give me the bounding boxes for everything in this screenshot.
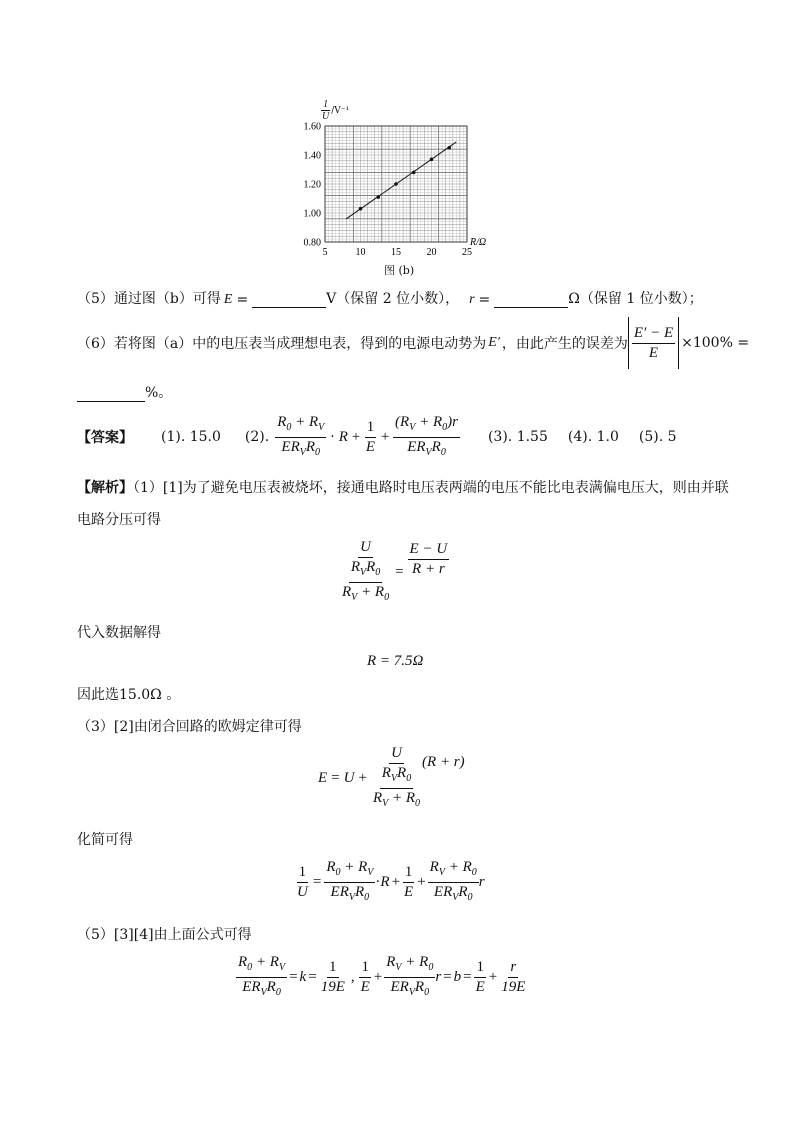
q6-text: （6）若将图（a）中的电压表当成理想电表，得到的电源电动势为 bbox=[77, 336, 487, 352]
q5-r: r bbox=[469, 292, 475, 307]
q6-abs-fraction bbox=[628, 317, 679, 369]
q6-frac-num: E′ − E bbox=[632, 324, 675, 344]
answer-4: (4). 1.0 bbox=[567, 429, 619, 445]
analysis-p5: 化简可得 bbox=[77, 832, 133, 848]
analysis-p1-text: （1）[1]为了避免电压表被烧坏，接通电路时电压表两端的电压不能比电表满偏电压大，则由并联 bbox=[133, 480, 729, 496]
equation-ohm: E = U + U $R_VR_0$ $R_V + R_0$ (R + r) bbox=[318, 744, 465, 809]
y-tick-label: 1.00 bbox=[303, 208, 321, 220]
equation-simplified: $\frac{1}{U}$ = $R_0 + R_V$ $ER_VR_0$ · R + $\frac{1}{E}$ + $R_V + R_0$ $ER_VR_0$ r bbox=[297, 858, 485, 903]
y-tick-label: 1.60 bbox=[303, 121, 321, 133]
analysis-p1b: 电路分压可得 bbox=[77, 512, 161, 528]
analysis-p6: （5）[3][4]由上面公式可得 bbox=[77, 927, 252, 943]
q5-unit-V: V（保留 2 位小数）， bbox=[326, 291, 460, 307]
x-tick-label: 20 bbox=[426, 247, 437, 258]
x-axis-label: R/Ω bbox=[470, 237, 487, 248]
analysis-p2: 代入数据解得 bbox=[77, 625, 161, 641]
x-tick-label: 10 bbox=[355, 247, 366, 258]
answer-2-formula: $R_0 + R_V$ $ER_VR_0$ · R + $\frac{1}{E}$ + $(R_V + R_0)r$ $ER_VR_0$ bbox=[277, 413, 458, 458]
q5-eq: = bbox=[236, 292, 249, 308]
answer-label: 【答案】 bbox=[77, 430, 133, 446]
x-tick-label: 25 bbox=[462, 247, 472, 258]
q6-blank[interactable] bbox=[77, 385, 145, 402]
data-point bbox=[394, 182, 398, 186]
q6-times: ×100% = bbox=[681, 335, 750, 351]
data-point bbox=[430, 158, 434, 162]
x-tick-label: 15 bbox=[391, 247, 401, 258]
equation-divider: U $R_VR_0$ $R_V + R_0$ = $\frac{E - U}{R + r}$ bbox=[342, 538, 448, 603]
q5-E: E bbox=[223, 292, 233, 307]
analysis-p1 bbox=[77, 477, 729, 497]
chart-caption: 图 (b) bbox=[384, 264, 415, 277]
equation-slope-intercept: $R_0 + R_V$ $ER_VR_0$ = k = $\frac{1}{19E}$ , 1 E + $R_V + R_0$ $ER_VR_0$ r = b = $\frac{1}{E}$ + $\frac{r}{19E}$ bbox=[238, 953, 526, 998]
q5-blank-E[interactable] bbox=[252, 291, 326, 308]
equation-R: R = 7.5Ω bbox=[367, 653, 424, 669]
answer-3: (3). 1.55 bbox=[487, 429, 548, 445]
answer-line bbox=[77, 413, 677, 461]
analysis-label: 【解析】 bbox=[77, 480, 133, 496]
q6-frac-den: E bbox=[648, 344, 659, 361]
question-6-tail bbox=[77, 382, 172, 402]
y-tick-label: 1.20 bbox=[303, 179, 321, 191]
q6-tail: %。 bbox=[145, 385, 173, 401]
chart-figure bbox=[290, 98, 510, 278]
data-point bbox=[412, 171, 416, 175]
chart-svg bbox=[290, 98, 510, 278]
x-tick-label: 5 bbox=[322, 247, 328, 258]
chart-ylabel-num: 1 bbox=[323, 99, 329, 110]
question-5 bbox=[77, 288, 703, 308]
q5-unit-ohm: Ω（保留 1 位小数）； bbox=[568, 291, 703, 307]
y-tick-label: 1.40 bbox=[303, 150, 321, 162]
q5-blank-r[interactable] bbox=[494, 291, 568, 308]
answer-5: (5). 5 bbox=[638, 429, 677, 445]
q5-eq2: = bbox=[478, 292, 491, 308]
data-point bbox=[359, 207, 363, 211]
q6-text2: ，由此产生的误差为 bbox=[501, 336, 628, 352]
y-tick-label: 0.80 bbox=[303, 237, 321, 249]
analysis-p3: 因此选15.0Ω 。 bbox=[77, 687, 181, 703]
data-point bbox=[376, 195, 380, 199]
analysis-p4: （3）[2]由闭合回路的欧姆定律可得 bbox=[77, 719, 302, 735]
data-point bbox=[447, 146, 451, 150]
chart-ylabel-unit: /V⁻¹ bbox=[331, 105, 350, 116]
answer-2-prefix: (2). bbox=[244, 429, 270, 445]
q6-Eprime: E′ bbox=[488, 335, 500, 350]
chart-ylabel-den: U bbox=[322, 111, 330, 122]
question-6 bbox=[77, 318, 749, 368]
answer-1: (1). 15.0 bbox=[161, 429, 221, 445]
q5-prefix: （5）通过图（b）可得 bbox=[77, 291, 221, 307]
chart-ylabel bbox=[320, 99, 349, 122]
